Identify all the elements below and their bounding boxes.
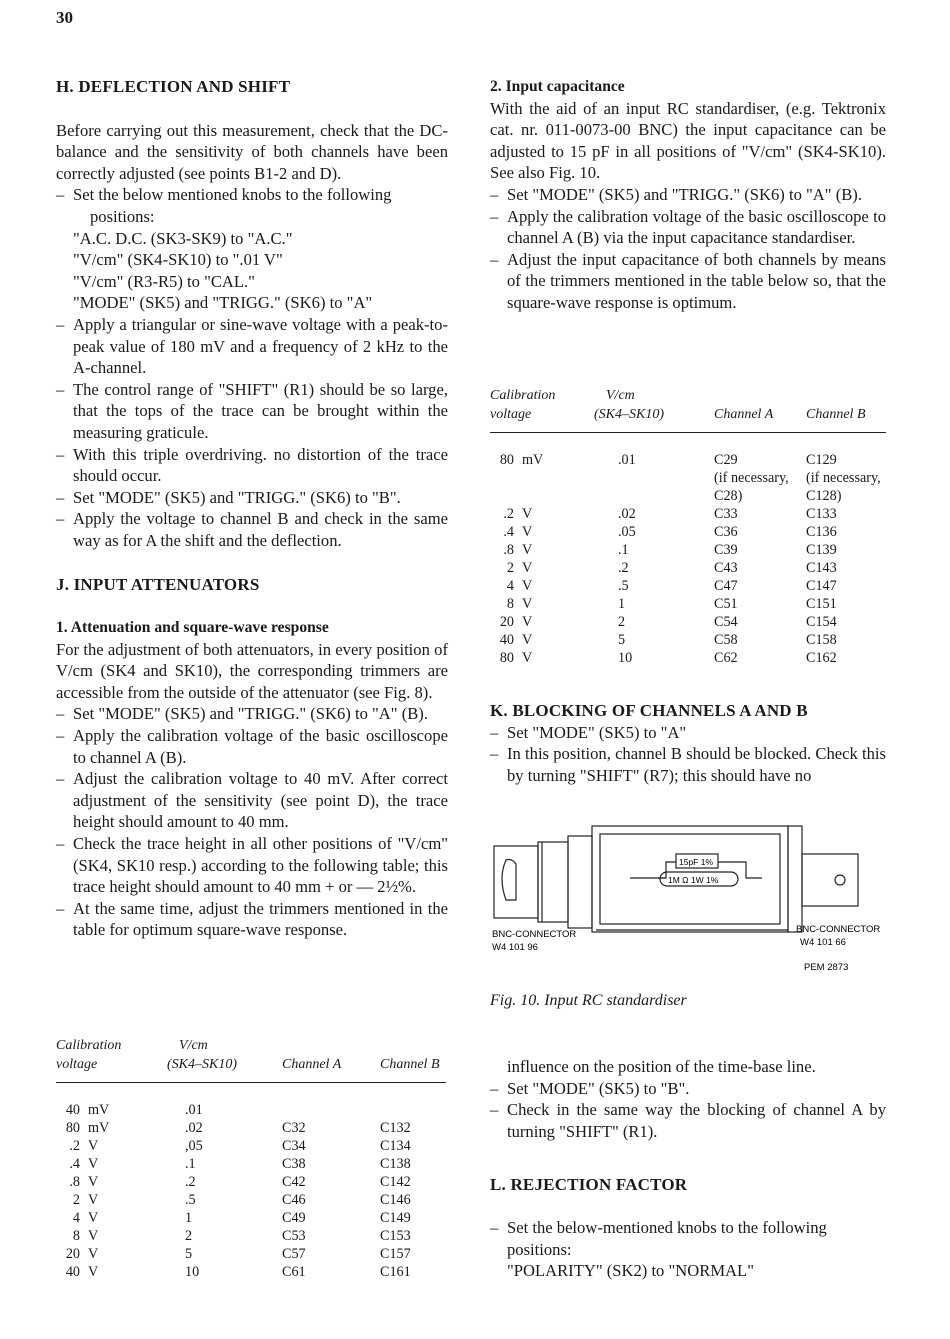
column-header-calibration: Calibration voltage [490, 386, 594, 433]
cell-channel-b: C138 [380, 1156, 411, 1172]
cell-channel-a: C34 [282, 1138, 306, 1154]
cell-calibration [490, 649, 594, 667]
cell-calibration [56, 1191, 161, 1209]
section-h-position-list [56, 228, 448, 314]
cell-voltage-value: 20 [499, 614, 514, 630]
cell-voltage-unit: V [88, 1138, 99, 1154]
cell-voltage-value: .4 [503, 524, 514, 540]
table-spacer-row [490, 433, 886, 452]
cell-channel-a: C39 [714, 542, 738, 558]
section-l-title: L. REJECTION FACTOR [490, 1175, 688, 1195]
column-header-calibration: Calibration voltage [56, 1036, 161, 1083]
cell-voltage-unit: V [88, 1210, 99, 1226]
cell-channel-a: C51 [714, 596, 738, 612]
cell-channel-a: C32 [282, 1120, 306, 1136]
cell-voltage-unit: V [522, 542, 533, 558]
cell-calibration [490, 577, 594, 595]
cell-vcm: .01 [185, 1102, 203, 1118]
section-l-set-step [490, 1217, 886, 1260]
step-item: – Check the trace height in all other positions of "V/cm" (SK4, SK10 resp.) according to the following table; this trace height should amount to 40 mm + or — 2½%. [56, 833, 448, 898]
section-k-continued [490, 1056, 886, 1282]
section-j2-title: 2. Input capacitance [490, 78, 625, 95]
cell-channel-a: C47 [714, 578, 738, 594]
cell-voltage-value: 4 [72, 1210, 80, 1226]
cell-channel-b: C143 [806, 560, 837, 576]
cell-calibration [56, 1209, 161, 1227]
right-bnc-body [802, 854, 858, 906]
capacitance-table [490, 386, 886, 667]
column-header-channel-a: Channel A [282, 1036, 380, 1083]
cell-voltage-unit: V [88, 1156, 99, 1172]
cell-vcm: 2 [185, 1228, 193, 1244]
cell-vcm: 10 [185, 1264, 200, 1280]
table-row [490, 469, 886, 487]
step-item: – Set "MODE" (SK5) and "TRIGG." (SK6) to "A" (B). [490, 184, 886, 206]
step-item: – Check in the same way the blocking of channel A by turning "SHIFT" (R1). [490, 1099, 886, 1142]
cell-channel-a: C28) [714, 488, 743, 504]
cell-vcm: .1 [618, 542, 629, 558]
cell-channel-a: C57 [282, 1246, 306, 1262]
step-item: – Adjust the calibration voltage to 40 mV. After correct adjustment of the sensitivity (see point D), the trace height should amount to 40 mm. [56, 768, 448, 833]
section-k-continuation: influence on the position of the time-base line. [507, 1057, 816, 1076]
cell-channel-a: C49 [282, 1210, 306, 1226]
right-bnc-flange [788, 826, 802, 932]
cell-calibration [56, 1101, 161, 1119]
cell-calibration [56, 1173, 161, 1191]
left-connector-label: BNC-CONNECTOR [492, 929, 577, 940]
socket-symbol [835, 875, 845, 885]
cell-channel-b: C147 [806, 578, 837, 594]
cell-channel-a: C38 [282, 1156, 306, 1172]
section-j2-intro: With the aid of an input RC standardiser, (e.g. Tektronix cat. nr. 011-0073-00 BNC) the input capacitance can be adjusted to 15 pF in all positions of "V/cm" (SK4-SK10). See also Fig. 10. [490, 98, 886, 183]
right-connector-code: W4 101 66 [800, 937, 846, 948]
cell-channel-a: C62 [714, 650, 738, 666]
table-row [56, 1191, 446, 1209]
cell-voltage-value: .8 [503, 542, 514, 558]
cell-voltage-value: .8 [69, 1174, 80, 1190]
cell-vcm: 2 [618, 614, 626, 630]
left-column [56, 76, 448, 941]
position-line: "A.C. D.C. (SK3-SK9) to "A.C." [73, 228, 293, 248]
left-bnc-knurl [502, 860, 516, 901]
table-row [56, 1155, 446, 1173]
figure-rc-standardiser [490, 820, 890, 980]
resistor-label: 1M Ω 1W 1% [668, 875, 719, 885]
table-row [490, 613, 886, 631]
cell-channel-b [380, 1101, 446, 1119]
step-item: – Apply a triangular or sine-wave voltage with a peak-to-peak value of 180 mV and a frequency of 2 kHz to the A-channel. [56, 314, 448, 379]
position-line: "POLARITY" (SK2) to "NORMAL" [507, 1261, 754, 1281]
position-line: "MODE" (SK5) and "TRIGG." (SK6) to "A" [73, 293, 373, 313]
cell-voltage-value: 80 [499, 452, 514, 468]
cell-vcm: 5 [185, 1246, 193, 1262]
cell-channel-b: C136 [806, 524, 837, 540]
cell-channel-b: C153 [380, 1228, 411, 1244]
cell-voltage-unit: V [522, 596, 533, 612]
cell-vcm: 1 [618, 596, 626, 612]
cell-voltage-unit: mV [88, 1120, 110, 1136]
table-row [56, 1101, 446, 1119]
cell-channel-b: C161 [380, 1264, 411, 1280]
step-item: – In this position, channel B should be blocked. Check this by turning "SHIFT" (R7); this should have no [490, 743, 886, 786]
table-row [56, 1119, 446, 1137]
section-h-intro: Before carrying out this measurement, check that the DC-balance and the sensitivity of both channels have been correctly adjusted (see points B1-2 and D). [56, 120, 448, 183]
table-spacer-row [56, 1083, 446, 1102]
column-header-channel-b: Channel B [380, 1036, 446, 1083]
cell-calibration [56, 1263, 161, 1281]
table-row [56, 1137, 446, 1155]
step-item: – The control range of "SHIFT" (R1) should be so large, that the tops of the trace can be brought within the measuring graticule. [56, 379, 448, 444]
table-row [56, 1245, 446, 1263]
cell-channel-a: C46 [282, 1192, 306, 1208]
section-j1-title: 1. Attenuation and square-wave response [56, 619, 329, 637]
cell-channel-b: C139 [806, 542, 837, 558]
cell-voltage-value: 40 [65, 1264, 80, 1280]
rc-standardiser-diagram [490, 820, 890, 980]
figure-caption: Fig. 10. Input RC standardiser [490, 992, 687, 1009]
cell-channel-a: C42 [282, 1174, 306, 1190]
attenuator-table [56, 1036, 446, 1281]
cell-voltage-value: 80 [65, 1120, 80, 1136]
cell-voltage-unit: V [88, 1192, 99, 1208]
step-item: – Adjust the input capacitance of both channels by means of the trimmers mentioned in the table below so, that the square-wave response is optimum. [490, 249, 886, 314]
cell-calibration [490, 505, 594, 523]
section-h-set-step-positions: positions: [90, 206, 155, 226]
cell-voltage-unit: V [88, 1264, 99, 1280]
left-connector-code: W4 101 96 [492, 942, 538, 953]
right-connector-label: BNC-CONNECTOR [796, 924, 881, 935]
cell-calibration [56, 1155, 161, 1173]
cell-vcm: ,05 [185, 1138, 203, 1154]
cell-channel-a [282, 1101, 380, 1119]
column-header-vcm: V/cm (SK4–SK10) [594, 386, 714, 433]
section-h-title: H. DEFLECTION AND SHIFT [56, 77, 291, 96]
cell-voltage-value: .2 [503, 506, 514, 522]
cell-voltage-unit: V [88, 1246, 99, 1262]
cell-vcm: 1 [185, 1210, 193, 1226]
cell-channel-b: C157 [380, 1246, 411, 1262]
cell-vcm: .05 [618, 524, 636, 540]
cell-calibration [490, 613, 594, 631]
cell-vcm: .5 [185, 1192, 196, 1208]
cell-vcm [594, 487, 714, 505]
step-item: – Apply the voltage to channel B and check in the same way as for A the shift and the deflection. [56, 508, 448, 551]
cell-voltage-unit: V [522, 650, 533, 666]
cell-voltage-value: 80 [499, 650, 514, 666]
section-k-title: K. BLOCKING OF CHANNELS A AND B [490, 701, 808, 720]
table-row [490, 649, 886, 667]
cell-vcm: .02 [185, 1120, 203, 1136]
step-item: – Apply the calibration voltage of the basic oscilloscope to channel A (B). [56, 725, 448, 768]
step-item: – Apply the calibration voltage of the basic oscilloscope to channel A (B) via the input capacitance standardiser. [490, 206, 886, 249]
step-item: – Set "MODE" (SK5) to "A" [490, 722, 886, 744]
position-line: "V/cm" (R3-R5) to "CAL." [73, 271, 255, 291]
table-row [490, 523, 886, 541]
cell-channel-b: (if necessary, [806, 470, 881, 486]
cell-voltage-unit: mV [522, 452, 544, 468]
cell-voltage-value: .4 [69, 1156, 80, 1172]
step-item: – Set "MODE" (SK5) and "TRIGG." (SK6) to "B". [56, 487, 448, 509]
section-l-set-step-text: Set the below-mentioned knobs to the following [507, 1217, 827, 1237]
table-row [56, 1209, 446, 1227]
step-item: – At the same time, adjust the trimmers mentioned in the table for optimum square-wave response. [56, 898, 448, 941]
cell-channel-b: C142 [380, 1174, 411, 1190]
cell-channel-a: C36 [714, 524, 738, 540]
cell-channel-b: C128) [806, 488, 842, 504]
cell-voltage-unit: V [88, 1228, 99, 1244]
cell-vcm: 5 [618, 632, 626, 648]
cell-channel-b: C149 [380, 1210, 411, 1226]
left-bnc-flange [568, 836, 592, 928]
cell-channel-a: C61 [282, 1264, 306, 1280]
wire-right-top [718, 862, 762, 878]
cell-calibration [490, 487, 594, 505]
cell-channel-b: C132 [380, 1120, 411, 1136]
cell-channel-a: C33 [714, 506, 738, 522]
cell-calibration [490, 469, 594, 487]
section-h-set-step [56, 184, 448, 227]
table-row [490, 595, 886, 613]
cell-voltage-unit: V [88, 1174, 99, 1190]
cell-voltage-value: 40 [65, 1102, 80, 1118]
cell-voltage-unit: V [522, 632, 533, 648]
table-row [56, 1263, 446, 1281]
cell-voltage-unit: V [522, 560, 533, 576]
cell-channel-a: C29 [714, 452, 738, 468]
right-column [490, 76, 886, 314]
cell-voltage-unit: V [522, 524, 533, 540]
section-h-set-step-text: Set the below mentioned knobs to the following [73, 185, 392, 205]
column-header-vcm: V/cm (SK4–SK10) [161, 1036, 282, 1083]
table-row [490, 505, 886, 523]
table-row [490, 487, 886, 505]
cell-channel-a: C54 [714, 614, 738, 630]
cell-channel-b: C129 [806, 452, 837, 468]
cell-channel-b: C158 [806, 632, 837, 648]
cell-channel-a: (if necessary, [714, 470, 789, 486]
section-j1-intro: For the adjustment of both attenuators, in every position of V/cm (SK4 and SK10), the corresponding trimmers are accessible from the outside of the attenuator (see Fig. 8). [56, 639, 448, 702]
cell-voltage-unit: mV [88, 1102, 110, 1118]
cell-calibration [56, 1245, 161, 1263]
cell-vcm: .2 [618, 560, 629, 576]
table-row [56, 1227, 446, 1245]
cell-vcm: 10 [618, 650, 633, 666]
section-k [490, 700, 886, 786]
cell-vcm: .1 [185, 1156, 196, 1172]
cell-voltage-value: 2 [72, 1192, 80, 1208]
step-item: – With this triple overdriving. no distortion of the trace should occur. [56, 444, 448, 487]
cell-calibration [490, 559, 594, 577]
cell-vcm: .5 [618, 578, 629, 594]
cell-channel-b: C162 [806, 650, 837, 666]
cell-voltage-unit: V [522, 578, 533, 594]
cell-vcm: .02 [618, 506, 636, 522]
cell-calibration [490, 523, 594, 541]
cell-channel-a: C58 [714, 632, 738, 648]
cell-voltage-value: 8 [506, 596, 514, 612]
table-row [490, 559, 886, 577]
cell-channel-b: C154 [806, 614, 837, 630]
column-header-channel-a: Channel A [714, 386, 806, 433]
cell-calibration [490, 595, 594, 613]
cell-voltage-unit: V [522, 506, 533, 522]
cell-channel-a: C43 [714, 560, 738, 576]
table-row [490, 451, 886, 469]
table-row [490, 631, 886, 649]
cell-channel-b: C146 [380, 1192, 411, 1208]
cell-vcm [594, 469, 714, 487]
cell-voltage-value: 4 [506, 578, 514, 594]
step-item: – Set "MODE" (SK5) and "TRIGG." (SK6) to "A" (B). [56, 703, 448, 725]
cell-calibration [56, 1137, 161, 1155]
section-j-title: J. INPUT ATTENUATORS [56, 575, 260, 595]
cell-voltage-unit: V [522, 614, 533, 630]
cell-channel-b: C133 [806, 506, 837, 522]
table-row [490, 577, 886, 595]
cell-calibration [490, 541, 594, 559]
section-l-set-step-positions: positions: [507, 1239, 572, 1259]
cell-calibration [56, 1119, 161, 1137]
cell-voltage-value: 2 [506, 560, 514, 576]
capacitor-label: 15pF 1% [679, 857, 714, 867]
page-number: 30 [56, 8, 73, 27]
cell-calibration [490, 451, 594, 469]
table-row [490, 541, 886, 559]
cell-voltage-value: .2 [69, 1138, 80, 1154]
position-line: "V/cm" (SK4-SK10) to ".01 V" [73, 250, 283, 270]
cell-voltage-value: 8 [72, 1228, 80, 1244]
cell-voltage-value: 40 [499, 632, 514, 648]
cell-vcm: .2 [185, 1174, 196, 1190]
column-header-channel-b: Channel B [806, 386, 886, 433]
cell-vcm: .01 [618, 452, 636, 468]
figure-reference: PEM 2873 [804, 962, 849, 973]
cell-calibration [56, 1227, 161, 1245]
table-row [56, 1173, 446, 1191]
cell-channel-a: C53 [282, 1228, 306, 1244]
cell-channel-b: C134 [380, 1138, 411, 1154]
cell-channel-b: C151 [806, 596, 837, 612]
cell-voltage-value: 20 [65, 1246, 80, 1262]
cell-calibration [490, 631, 594, 649]
step-item: – Set "MODE" (SK5) to "B". [490, 1078, 886, 1100]
